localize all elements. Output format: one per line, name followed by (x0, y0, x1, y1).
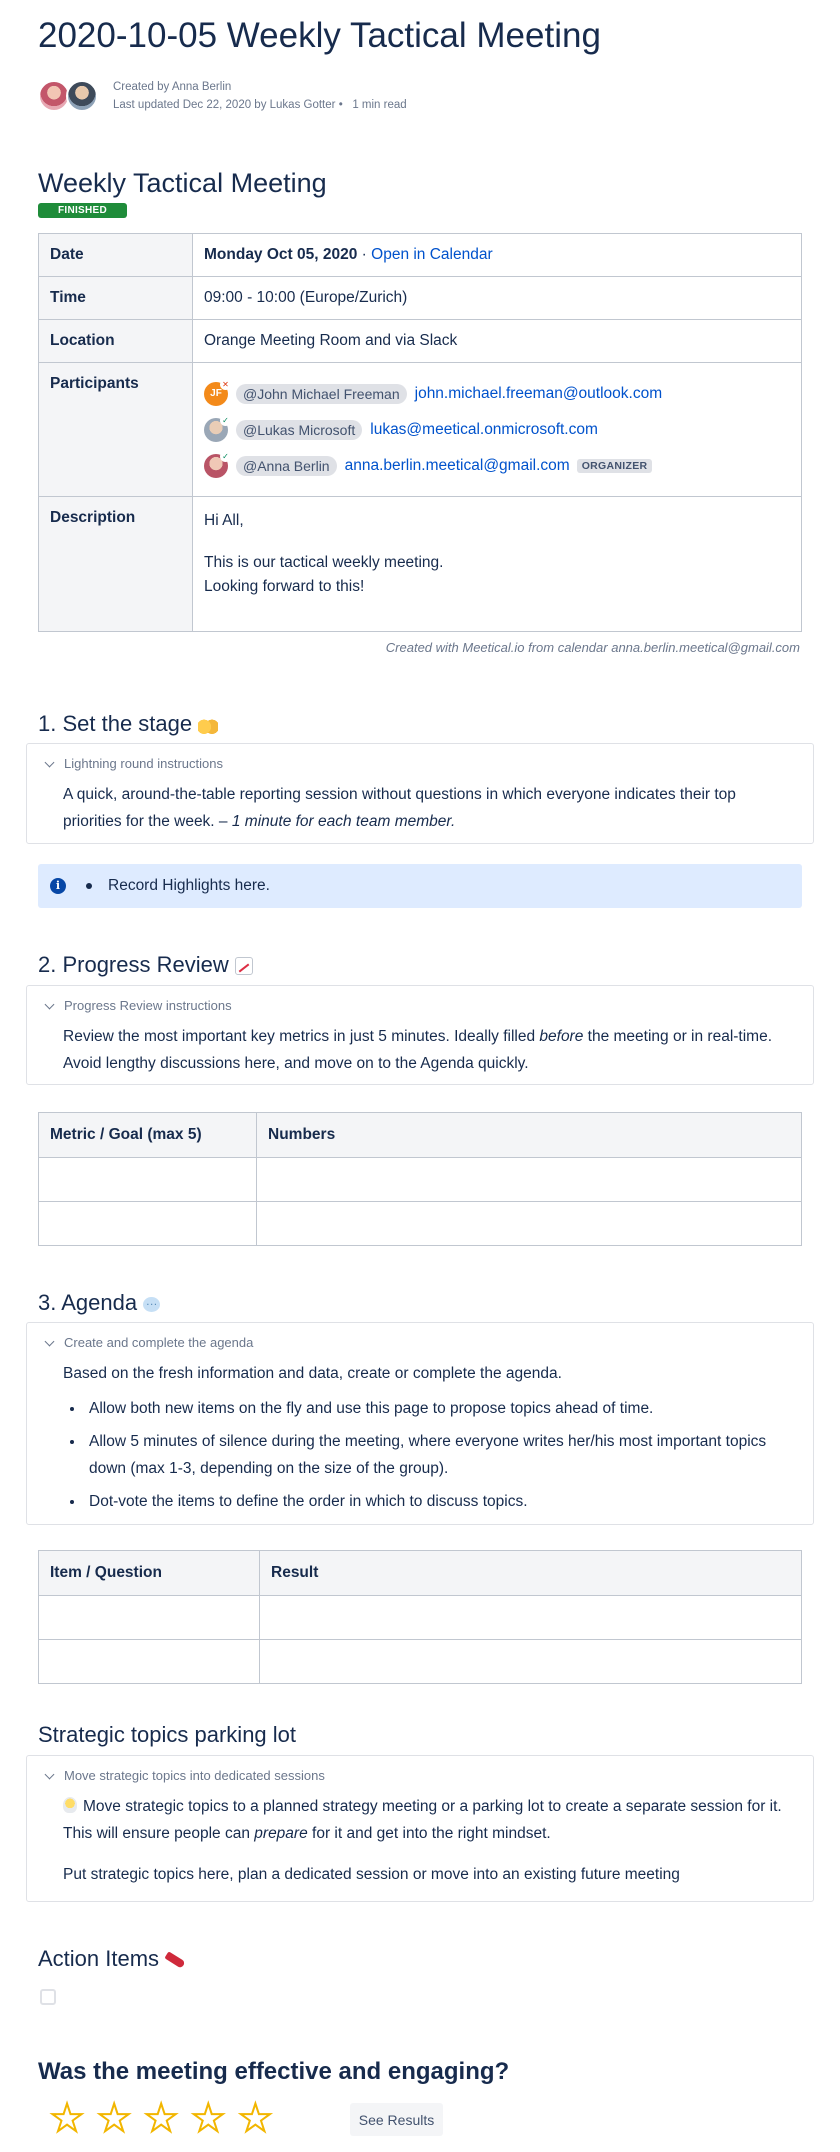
light-bulb-icon (63, 1797, 77, 1813)
lightning-round-expand (26, 743, 814, 844)
meeting-heading: Weekly Tactical Meeting (38, 168, 327, 198)
table-cell[interactable] (39, 1202, 257, 1246)
status-badge: FINISHED (38, 203, 127, 218)
list-item: • Allow both new items on the fly and use this page to propose topics ahead of time. (85, 1395, 795, 1422)
description-cell (193, 497, 802, 632)
accept-icon: ✓ (220, 451, 231, 462)
expand-title: Create and complete the agenda (64, 1335, 254, 1350)
expand-body: Review the most important key metrics in just 5 minutes. Ideally filled before the meeting or in real-time. Avoid lengthy discussions here, and move on to the Agenda quickly. (63, 1028, 773, 1072)
table-cell[interactable] (39, 1158, 257, 1202)
agenda-heading: 3. Agenda… (38, 1290, 160, 1316)
expand-title: Progress Review instructions (64, 998, 232, 1013)
list-item: • Dot-vote the items to define the order in which to discuss topics. (85, 1488, 795, 1515)
raised-hands-icon (198, 716, 218, 734)
email-link[interactable]: john.michael.freeman@outlook.com (414, 385, 663, 402)
table-row (39, 1596, 802, 1640)
avatar-lukas-gotter[interactable] (66, 80, 98, 112)
organizer-badge: ORGANIZER (577, 459, 653, 473)
italic-note: before (539, 1028, 584, 1045)
expand-body: A quick, around-the-table reporting session without questions in which everyone indicates their top priorities for the week. – 1 minute for each team member. (63, 786, 736, 830)
location-label: Location (39, 320, 193, 363)
column-header: Result (260, 1551, 802, 1596)
table-cell[interactable] (257, 1202, 802, 1246)
agenda-expand (26, 1322, 814, 1525)
progress-review-expand (26, 985, 814, 1085)
agenda-intro: Based on the fresh information and data, create or complete the agenda. (63, 1365, 562, 1382)
table-row (39, 1202, 802, 1246)
star-icon[interactable]: ★ (50, 2096, 85, 2140)
date-separator: · (361, 246, 367, 263)
expand-title: Move strategic topics into dedicated sessions (64, 1768, 325, 1783)
speech-bubble-icon (143, 1297, 160, 1312)
date-value: Monday Oct 05, 2020 (204, 246, 358, 263)
agenda-table (38, 1550, 802, 1684)
time-value: 09:00 - 10:00 (Europe/Zurich) (193, 277, 802, 320)
description-label: Description (39, 497, 193, 632)
expand-body (43, 1360, 795, 1515)
crayon-icon (164, 1951, 185, 1968)
expand-toggle[interactable] (43, 1768, 795, 1783)
italic-note: prepare (254, 1825, 308, 1842)
chevron-down-icon (45, 999, 55, 1009)
column-header: Item / Question (39, 1551, 260, 1596)
table-row (39, 1158, 802, 1202)
star-icon[interactable]: ★ (191, 2096, 226, 2140)
time-label: Time (39, 277, 193, 320)
info-text: Record Highlights here. (108, 877, 270, 894)
star-icon[interactable]: ★ (97, 2096, 132, 2140)
agenda-bullets (63, 1395, 795, 1515)
info-icon: i (50, 878, 66, 894)
chevron-down-icon (45, 1336, 55, 1346)
byline-text (113, 78, 407, 114)
italic-note: 1 minute for each team member. (231, 813, 456, 830)
feedback-question: Was the meeting effective and engaging? (38, 2058, 510, 2085)
user-mention[interactable]: @John Michael Freeman (236, 384, 407, 404)
description-line: Hi All, (204, 512, 244, 529)
chevron-down-icon (45, 757, 55, 767)
page-title: 2020-10-05 Weekly Tactical Meeting (38, 16, 601, 55)
parking-lot-heading: Strategic topics parking lot (38, 1722, 297, 1747)
open-in-calendar-link[interactable]: Open in Calendar (371, 246, 493, 263)
star-icon[interactable]: ★ (238, 2096, 273, 2140)
action-item-checkbox[interactable] (40, 1989, 56, 2005)
created-by: Created by Anna Berlin (113, 81, 232, 93)
column-header: Numbers (257, 1113, 802, 1158)
star-icon[interactable]: ★ (144, 2096, 179, 2140)
byline-separator: • (338, 99, 343, 111)
avatar (204, 418, 228, 442)
metrics-table (38, 1112, 802, 1246)
parking-lot-expand (26, 1755, 814, 1902)
table-cell[interactable] (257, 1158, 802, 1202)
participants-cell (193, 363, 802, 497)
expand-toggle[interactable] (43, 998, 795, 1013)
user-mention[interactable]: @Anna Berlin (236, 456, 337, 476)
table-cell[interactable] (39, 1640, 260, 1684)
accept-icon: ✓ (220, 415, 231, 426)
avatar: JF ✕ (204, 382, 228, 406)
meeting-info-table (38, 233, 802, 632)
participant-row (204, 451, 790, 481)
info-panel (38, 864, 802, 908)
table-cell[interactable] (260, 1596, 802, 1640)
expand-title: Lightning round instructions (64, 756, 223, 771)
action-items-heading: Action Items (38, 1946, 185, 1972)
list-item: • Allow 5 minutes of silence during the meeting, where everyone writes her/his most important topics down (max 1-3, depending on the size of the group). (85, 1428, 795, 1482)
decline-icon: ✕ (220, 379, 231, 390)
email-link[interactable]: anna.berlin.meetical@gmail.com (344, 457, 570, 474)
expand-body: Move strategic topics to a planned strategy meeting or a parking lot to create a separate session for it. This will ensure people can prepare for it and get into the right mindset. Put strategic topics here, plan a dedicated session or move into an existing future meeting (43, 1793, 795, 1888)
description-line: This is our tactical weekly meeting. (204, 554, 444, 571)
star-rating (50, 2098, 272, 2138)
date-cell (193, 234, 802, 277)
last-updated[interactable]: Last updated Dec 22, 2020 by Lukas Gotter (113, 99, 336, 111)
progress-heading: 2. Progress Review (38, 952, 253, 978)
user-mention[interactable]: @Lukas Microsoft (236, 420, 362, 440)
chart-icon (235, 957, 253, 975)
participant-row (204, 415, 790, 445)
bullet-icon (86, 883, 92, 889)
expand-toggle[interactable] (43, 1335, 795, 1350)
participants-label: Participants (39, 363, 193, 497)
expand-toggle[interactable] (43, 756, 795, 771)
stage-heading: 1. Set the stage (38, 711, 218, 737)
table-cell[interactable] (39, 1596, 260, 1640)
chevron-down-icon (45, 1769, 55, 1779)
table-row (39, 1640, 802, 1684)
read-time: 1 min read (352, 99, 407, 111)
participant-row (204, 379, 790, 409)
date-label: Date (39, 234, 193, 277)
email-link[interactable]: lukas@meetical.onmicrosoft.com (370, 421, 598, 438)
avatar (204, 454, 228, 478)
see-results-button[interactable]: See Results (350, 2103, 443, 2136)
description-line: Looking forward to this! (204, 578, 365, 595)
location-value: Orange Meeting Room and via Slack (193, 320, 802, 363)
column-header: Metric / Goal (max 5) (39, 1113, 257, 1158)
parking-lot-note: Put strategic topics here, plan a dedicated session or move into an existing future meeting (63, 1866, 680, 1883)
created-with-note: Created with Meetical.io from calendar anna.berlin.meetical@gmail.com (385, 640, 800, 655)
table-cell[interactable] (260, 1640, 802, 1684)
